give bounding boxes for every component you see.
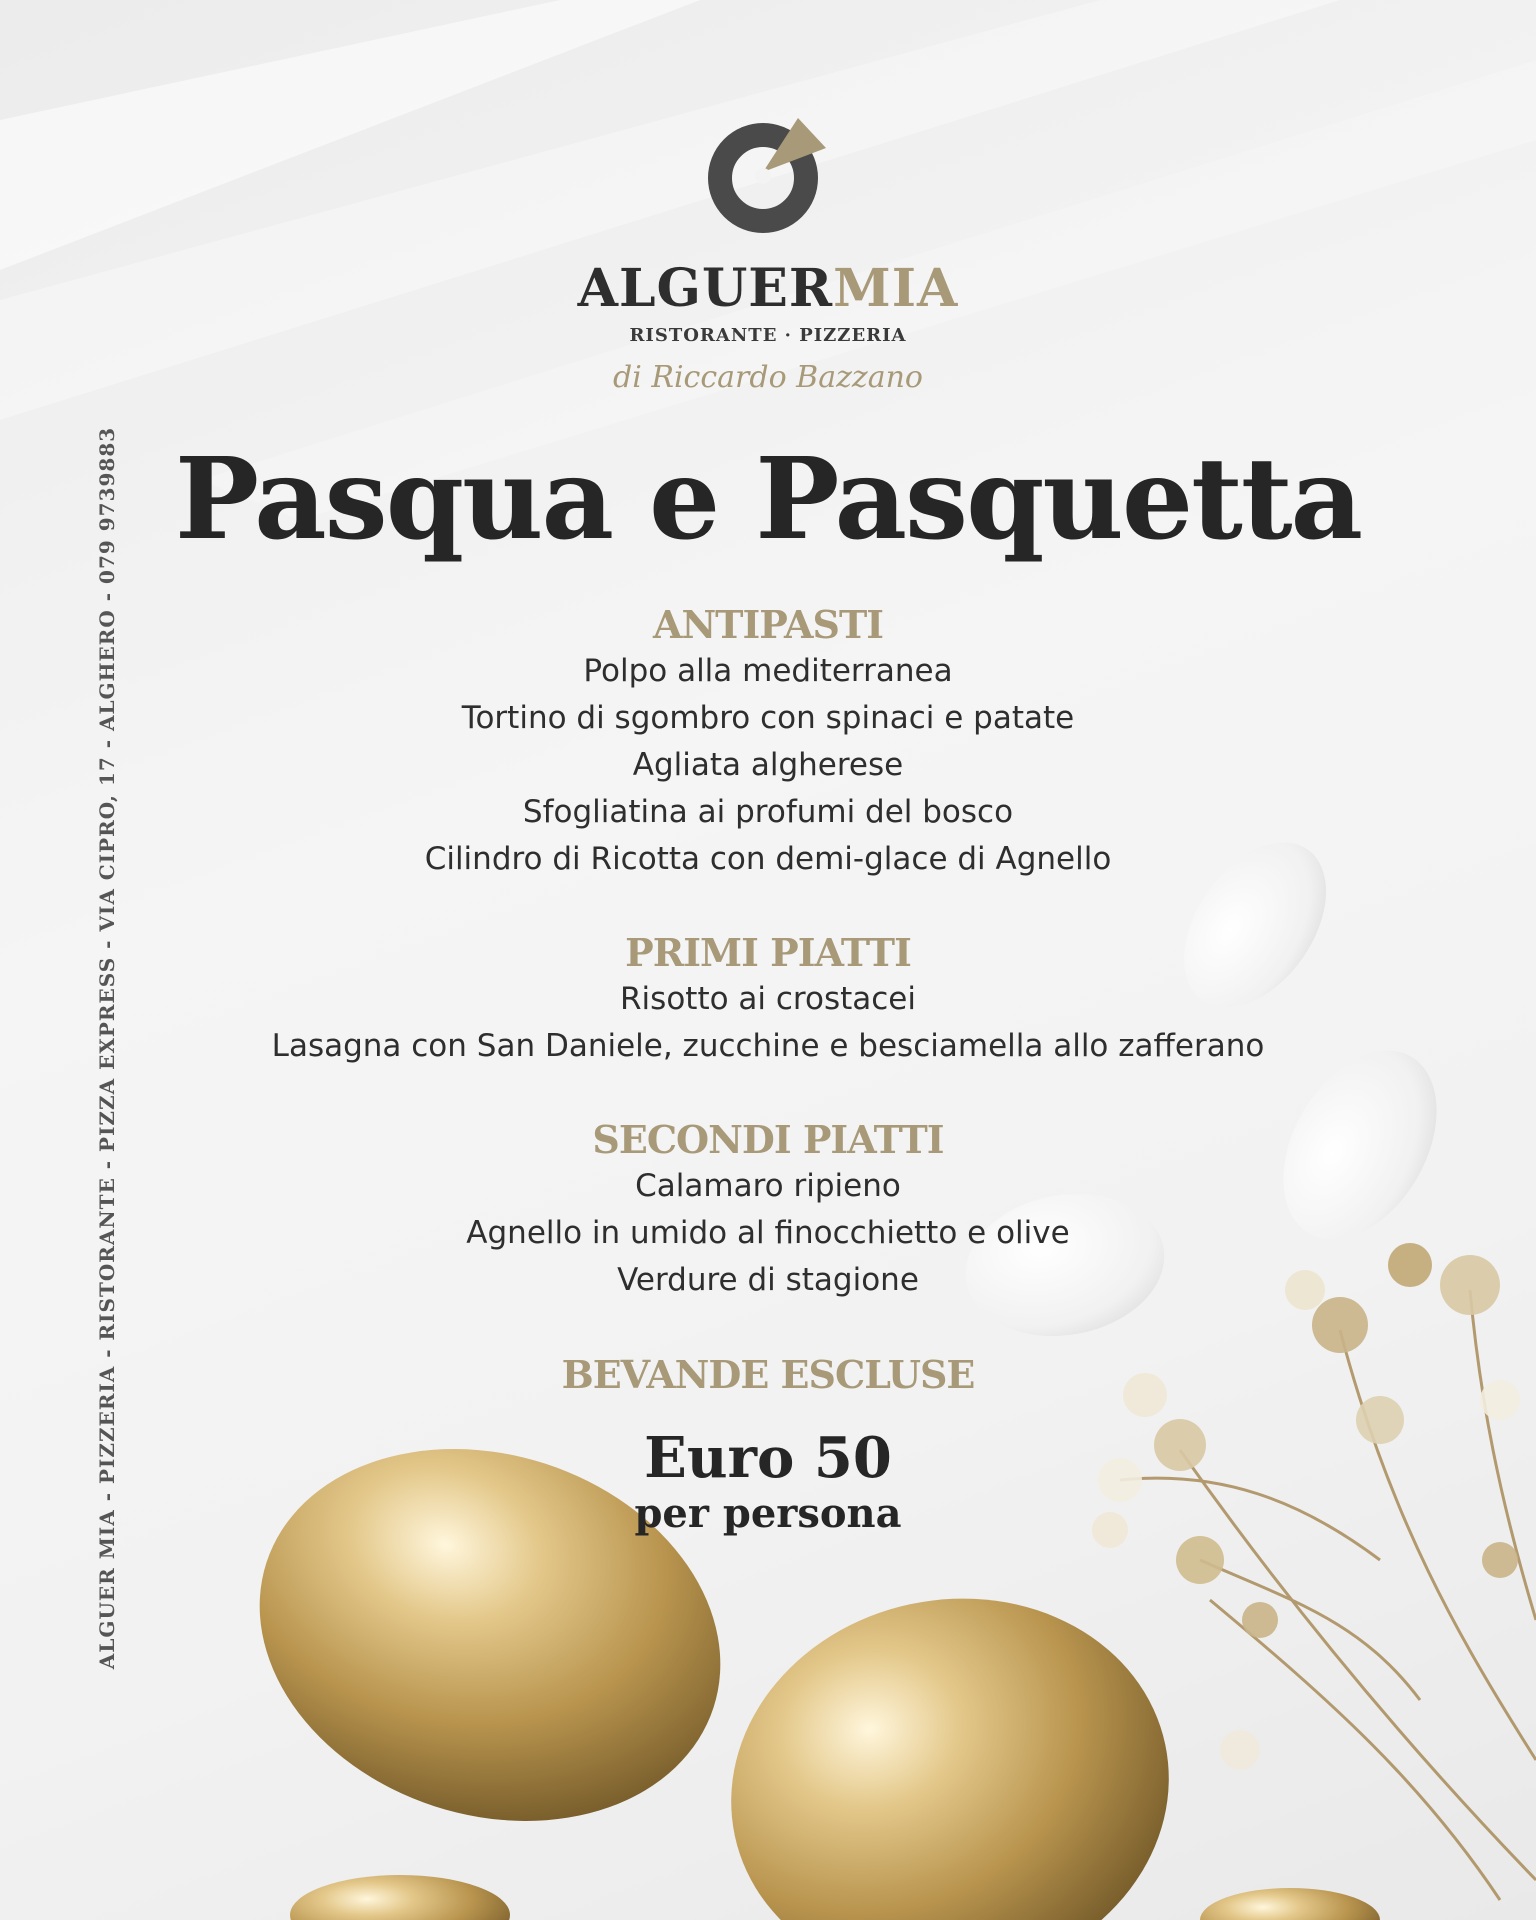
- dish-item: Sfogliatina ai profumi del bosco: [522, 794, 1014, 830]
- brand-name-part1: ALGUER: [577, 258, 834, 319]
- dish-item: Polpo alla mediterranea: [583, 653, 953, 689]
- restaurant-logo-icon: [700, 110, 830, 240]
- gold-egg: [290, 1875, 510, 1920]
- chef-signature: di Riccardo Bazzano: [613, 360, 923, 395]
- menu-section-primi-piatti: [0, 930, 1536, 1070]
- dish-item: Risotto ai crostacei: [620, 981, 916, 1017]
- dish-item: Cilindro di Ricotta con demi-glace di Agnello: [424, 841, 1112, 877]
- side-address-text: ALGUER MIA - PIZZERIA - RISTORANTE - PIZZA EXPRESS - VIA CIPRO, 17 - ALGHERO - 079 9739883: [95, 426, 119, 1670]
- dish-item: Calamaro ripieno: [635, 1168, 901, 1204]
- brand-name-part2: MIA: [833, 258, 959, 319]
- menu-section-bevande: [0, 1352, 1536, 1398]
- dish-item: Agliata algherese: [632, 747, 904, 783]
- dish-item: Agnello in umido al finocchietto e olive: [466, 1215, 1070, 1251]
- dish-item: Lasagna con San Daniele, zucchine e besciamella allo zafferano: [271, 1028, 1265, 1064]
- section-title: ANTIPASTI: [652, 602, 884, 647]
- section-title: SECONDI PIATTI: [592, 1117, 944, 1162]
- section-title: PRIMI PIATTI: [625, 930, 911, 975]
- brand-subtitle: RISTORANTE · PIZZERIA: [629, 325, 907, 346]
- gold-egg: [1200, 1888, 1380, 1920]
- gold-egg: [695, 1558, 1204, 1920]
- price-unit: per persona: [634, 1490, 902, 1537]
- dish-item: Verdure di stagione: [617, 1262, 919, 1298]
- dish-item: Tortino di sgombro con spinaci e patate: [461, 700, 1075, 736]
- section-title: BEVANDE ESCLUSE: [561, 1352, 975, 1397]
- page-title: Pasqua e Pasquetta: [174, 434, 1362, 565]
- brand-name: [0, 258, 1536, 319]
- menu-section-secondi-piatti: [0, 1117, 1536, 1304]
- price-amount: Euro 50: [644, 1425, 892, 1491]
- menu-section-antipasti: [0, 602, 1536, 883]
